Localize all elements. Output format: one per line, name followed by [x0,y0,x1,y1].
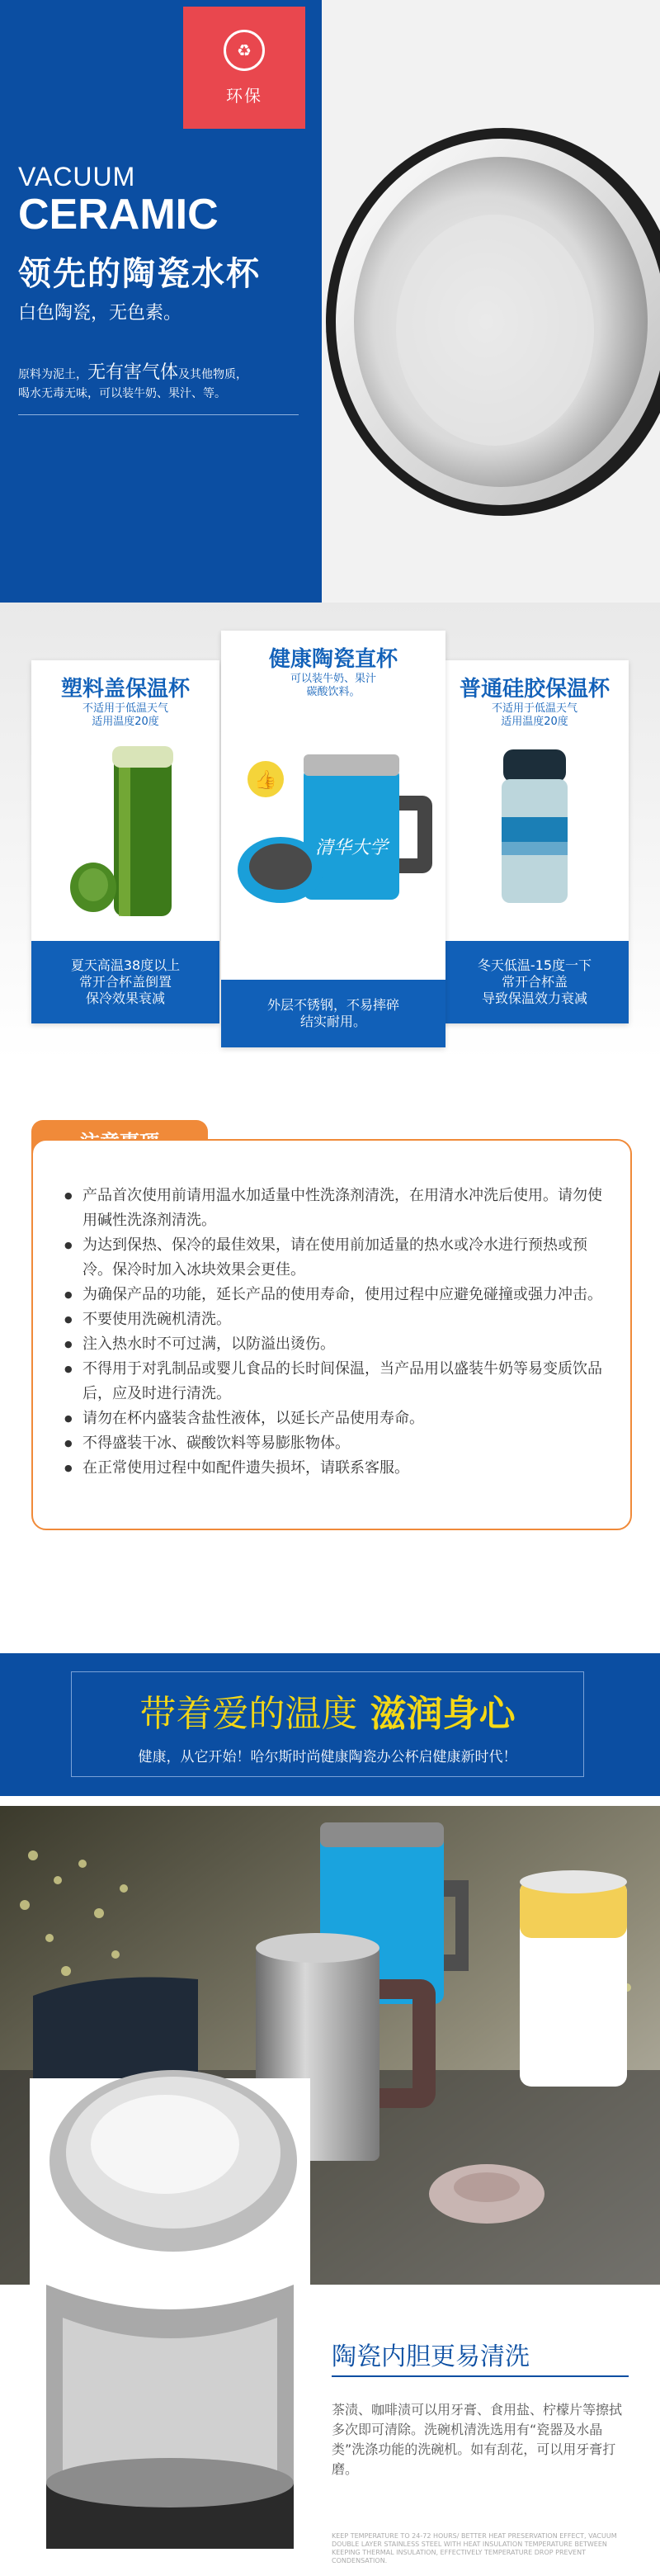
banner-sub: 健康，从它开始！哈尔斯时尚健康陶瓷办公杯启健康新时代！ [138,1749,517,1765]
card-title: 健康陶瓷直杯 [268,647,398,672]
svg-text:👍: 👍 [254,770,277,791]
card-bottom-bar [221,980,446,1047]
card-sub1: 不适用于低温天气 [82,702,168,715]
card-title: 普通硅胶保温杯 [459,677,610,702]
card-bottom-line2: 结实耐用。 [299,1014,366,1029]
ceramic-cup-image [326,116,660,528]
notice-item: ● 注入热水时不可过满，以防溢出烫伤。 [64,1332,609,1357]
cleaning-fine-print: KEEP TEMPERATURE TO 24-72 HOURS/ BETTER HEAT PRESERVATION EFFECT, VACUUM DOUBLE LAYER STAINLESS STEEL WITH HEAT INSULATION TEMPERATURE BETWEEN KEEPING THERMAL INSULATION, EFFECTIVELY TEMPERATURE DROP PREVENT CONDENSATION. [332,2532,617,2564]
ceramic-label: CERAMIC [18,191,219,239]
mug-text: 清华大学 [314,838,389,858]
notice-item: ● 在正常使用过程中如配件遗失损坏，请联系客服。 [64,1456,609,1481]
hero-divider [18,414,299,415]
green-bottle-image [64,743,188,924]
cleaning-title: 陶瓷内胆更易清洗 [332,2342,530,2371]
notice-item: ● 不要使用洗碗机清洗。 [64,1307,609,1332]
vacuum-label: VACUUM [18,162,136,191]
teal-bottle-image [493,743,576,924]
hero-desc-post: 及其他物质， [178,368,248,381]
card-bottom-line2: 常开合杯盖倒置 [78,974,172,990]
comparison-section [0,603,660,1061]
card-bottom-line1: 外层不锈钢，不易摔碎 [266,997,399,1013]
card-plastic-lid [31,660,219,1023]
card-bottom-line2: 常开合杯盖 [501,974,568,990]
hero-section [0,0,660,603]
card-title: 塑料盖保温杯 [60,677,190,702]
hero-description [18,358,307,384]
card-bottom-line3: 导致保温效力衰减 [481,990,587,1006]
card-bottom-line3: 保冷效果衰减 [85,990,165,1006]
notice-item: ● 请勿在杯内盛装含盐性液体，以延长产品使用寿命。 [64,1406,609,1431]
hero-desc-pre: 原料为泥土， [18,368,87,381]
cup-lid-closeup-image [30,2285,310,2549]
card-bottom-line1: 夏天高温38度以上 [70,957,181,973]
blue-mug-image [233,730,439,919]
notice-list [64,1184,609,1481]
notice-item: ● 为确保产品的功能，延长产品的使用寿命，使用过程中应避免碰撞或强力冲击。 [64,1283,609,1307]
hero-title: 领先的陶瓷水杯 [18,255,261,293]
card-sub2: 适用温度20度 [92,716,159,728]
card-sub1: 可以装牛奶、果汁 [290,673,376,685]
banner-frame [71,1671,584,1777]
slogan-banner [0,1653,660,1796]
hero-subtitle: 白色陶瓷，无色素。 [18,303,182,324]
card-bottom-bar [31,941,219,1023]
notice-item: ● 为达到保热、保冷的最佳效果，请在使用前加适量的热水或冷水进行预热或预冷。保冷时加入冰块效果会更佳。 [64,1233,609,1283]
lifestyle-photo [0,1806,660,2285]
card-sub2: 适用温度20度 [501,716,568,728]
banner-heading [72,1684,583,1737]
cleaning-divider [332,2375,629,2377]
notice-item: ● 产品首次使用前请用温水加适量中性洗涤剂清洗，在用清水冲洗后使用。请勿使用碱性洗涤剂清洗。 [64,1184,609,1233]
banner-heading-b: 滋润身心 [370,1693,516,1735]
card-sub2: 碳酸饮料。 [306,686,361,698]
banner-heading-a: 带着爱的温度 [139,1693,358,1735]
card-bottom-line1: 冬天低温-15度一下 [477,957,592,973]
hero-desc-big: 无有害气体 [87,362,179,383]
notice-item: ● 不得用于对乳制品或婴儿食品的长时间保温，当产品用以盛装牛奶等易变质饮品后，应及时进行清洗。 [64,1357,609,1406]
card-silicone [441,660,629,1023]
card-bottom-bar [441,941,629,1023]
cleaning-section [0,2285,660,2576]
eco-badge [183,7,305,129]
eco-badge-label: 环保 [226,85,262,106]
eco-logo-icon: ♻ [224,30,265,71]
hero-description-line2: 喝水无毒无味，可以装牛奶、果汁、等。 [18,387,226,400]
cleaning-text: 茶渍、咖啡渍可以用牙膏、食用盐、柠檬片等擦拭多次即可清除。洗碗机清洗选用有“瓷器及水晶类”洗涤功能的洗碗机。如有刮花，可以用牙膏打磨。 [332,2402,623,2477]
notice-box [31,1139,632,1530]
card-sub1: 不适用于低温天气 [491,702,578,715]
notice-item: ● 不得盛装干冰、碳酸饮料等易膨胀物体。 [64,1431,609,1456]
card-ceramic [221,631,446,1047]
